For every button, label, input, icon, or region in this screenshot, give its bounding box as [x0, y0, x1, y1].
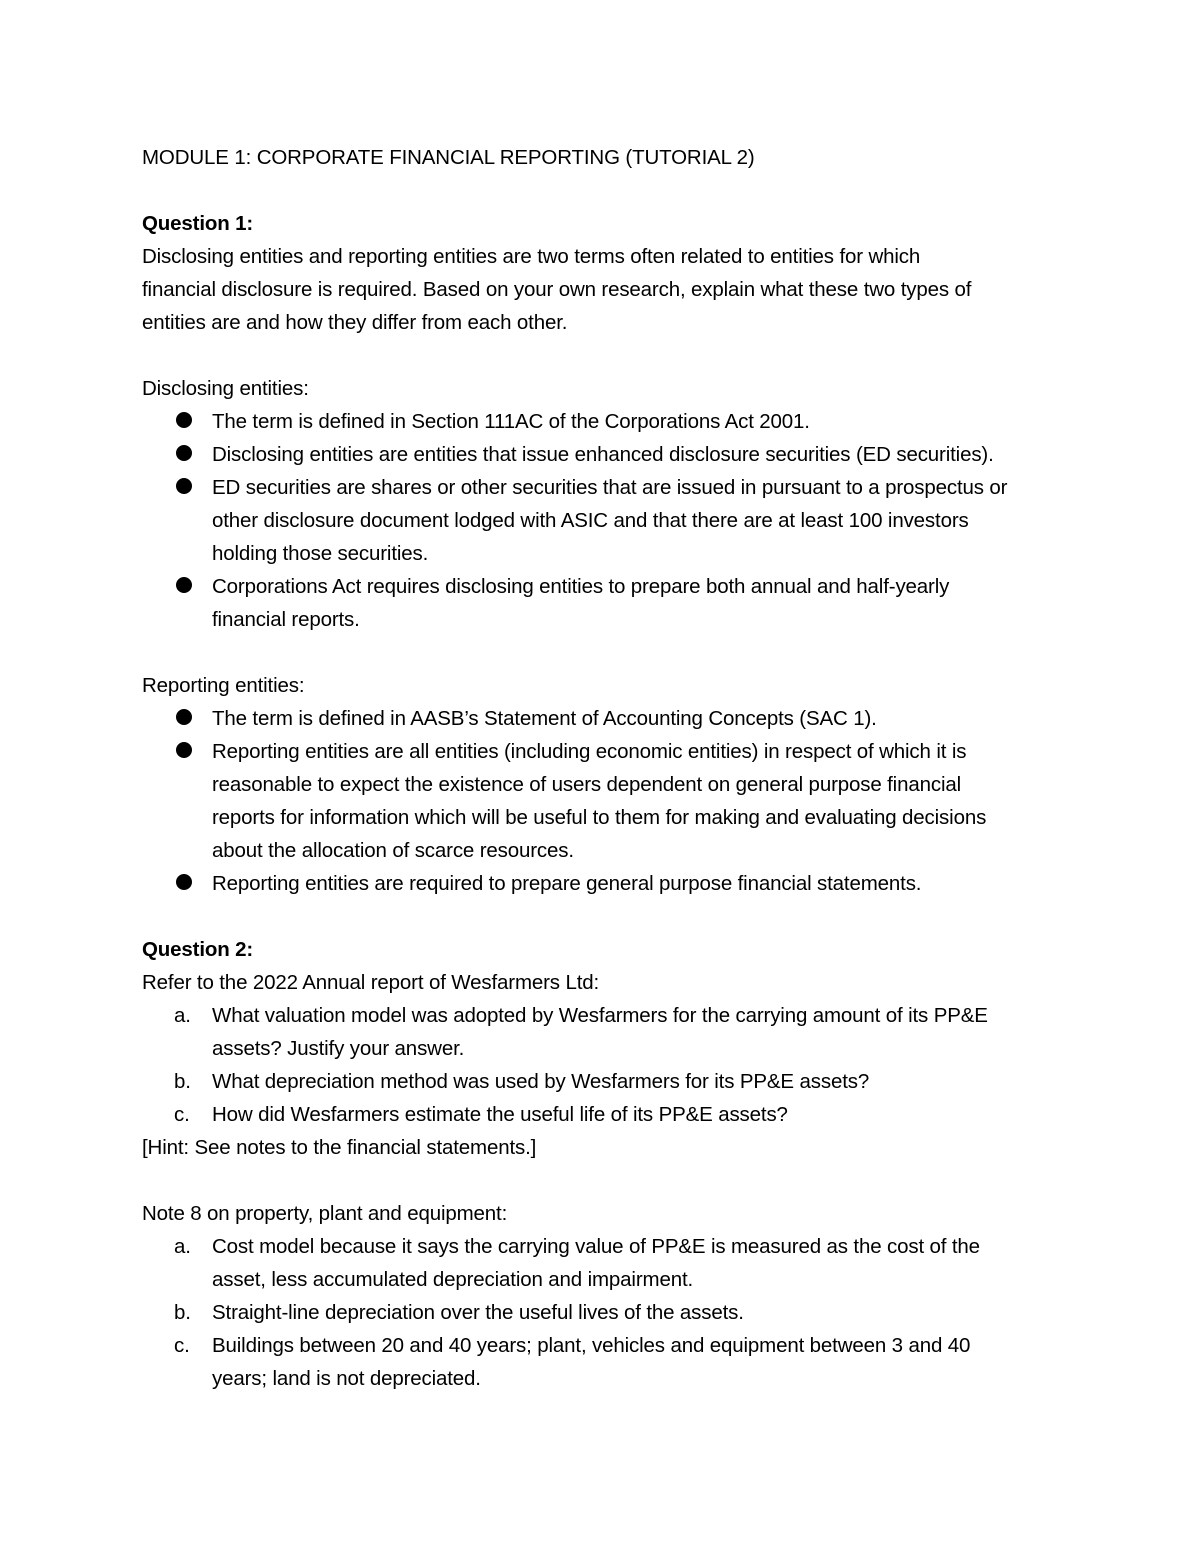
list-item — [142, 702, 1072, 735]
list-item-text: holding those securities. — [212, 542, 429, 565]
list-item-text: Reporting entities are all entities (including economic entities) in respect of which it is — [212, 740, 967, 763]
list-item — [142, 471, 1072, 570]
list-marker: b. — [174, 1301, 191, 1324]
question-2-list — [142, 999, 1072, 1131]
disclosing-entities-heading: Disclosing entities: — [142, 377, 309, 400]
bullet-icon — [176, 445, 192, 461]
document-title: MODULE 1: CORPORATE FINANCIAL REPORTING (TUTORIAL 2) — [142, 146, 755, 169]
list-item — [142, 999, 1072, 1065]
question-2-hint: [Hint: See notes to the financial statements.] — [142, 1136, 537, 1159]
spacer — [142, 339, 1072, 372]
list-item-text: What valuation model was adopted by Wesfarmers for the carrying amount of its PP&E — [212, 1004, 988, 1027]
list-item-text: assets? Justify your answer. — [212, 1037, 465, 1060]
bullet-icon — [176, 709, 192, 725]
list-item — [142, 1098, 1072, 1131]
reporting-entities-heading: Reporting entities: — [142, 674, 305, 697]
list-item — [142, 1065, 1072, 1098]
bullet-icon — [176, 577, 192, 593]
list-item-text: reports for information which will be useful to them for making and evaluating decisions — [212, 806, 987, 829]
list-item-text: The term is defined in Section 111AC of the Corporations Act 2001. — [212, 410, 810, 433]
list-item-text: Straight-line depreciation over the useful lives of the assets. — [212, 1301, 744, 1324]
disclosing-entities-list — [142, 405, 1072, 636]
list-item — [142, 1230, 1072, 1296]
question-2-intro: Refer to the 2022 Annual report of Wesfarmers Ltd: — [142, 971, 600, 994]
bullet-icon — [176, 874, 192, 890]
bullet-icon — [176, 412, 192, 428]
list-item-text: Buildings between 20 and 40 years; plant, vehicles and equipment between 3 and 40 — [212, 1334, 971, 1357]
list-item-text: other disclosure document lodged with ASIC and that there are at least 100 investors — [212, 509, 969, 532]
question-1-heading: Question 1: — [142, 212, 254, 235]
list-item-text: asset, less accumulated depreciation and impairment. — [212, 1268, 694, 1291]
spacer — [142, 174, 1072, 207]
list-item-text: Cost model because it says the carrying value of PP&E is measured as the cost of the — [212, 1235, 980, 1258]
question-1-prompt-line: entities are and how they differ from each other. — [142, 311, 568, 334]
question-2-heading: Question 2: — [142, 938, 254, 961]
spacer — [142, 1164, 1072, 1197]
list-item — [142, 570, 1072, 636]
list-item-text: years; land is not depreciated. — [212, 1367, 481, 1390]
list-marker: a. — [174, 1235, 191, 1258]
list-item-text: Reporting entities are required to prepare general purpose financial statements. — [212, 872, 922, 895]
list-item — [142, 438, 1072, 471]
note-8-list — [142, 1230, 1072, 1395]
list-item-text: reasonable to expect the existence of users dependent on general purpose financial — [212, 773, 962, 796]
list-marker: b. — [174, 1070, 191, 1093]
spacer — [142, 636, 1072, 669]
reporting-entities-list — [142, 702, 1072, 900]
question-1-prompt-line: Disclosing entities and reporting entities are two terms often related to entities for which — [142, 245, 921, 268]
list-marker: a. — [174, 1004, 191, 1027]
list-item-text: Corporations Act requires disclosing entities to prepare both annual and half-yearly — [212, 575, 950, 598]
list-item-text: financial reports. — [212, 608, 360, 631]
document-page — [142, 141, 1072, 1395]
list-item — [142, 735, 1072, 867]
list-item — [142, 867, 1072, 900]
bullet-icon — [176, 742, 192, 758]
list-marker: c. — [174, 1334, 190, 1357]
spacer — [142, 900, 1072, 933]
list-item — [142, 1329, 1072, 1395]
list-item-text: about the allocation of scarce resources. — [212, 839, 574, 862]
list-item — [142, 405, 1072, 438]
list-marker: c. — [174, 1103, 190, 1126]
list-item-text: ED securities are shares or other securities that are issued in pursuant to a prospectus or — [212, 476, 1008, 499]
list-item — [142, 1296, 1072, 1329]
note-8-heading: Note 8 on property, plant and equipment: — [142, 1202, 508, 1225]
list-item-text: Disclosing entities are entities that issue enhanced disclosure securities (ED securities). — [212, 443, 994, 466]
bullet-icon — [176, 478, 192, 494]
list-item-text: How did Wesfarmers estimate the useful life of its PP&E assets? — [212, 1103, 788, 1126]
list-item-text: The term is defined in AASB’s Statement of Accounting Concepts (SAC 1). — [212, 707, 877, 730]
question-1-prompt-line: financial disclosure is required. Based on your own research, explain what these two types of — [142, 278, 972, 301]
list-item-text: What depreciation method was used by Wesfarmers for its PP&E assets? — [212, 1070, 870, 1093]
